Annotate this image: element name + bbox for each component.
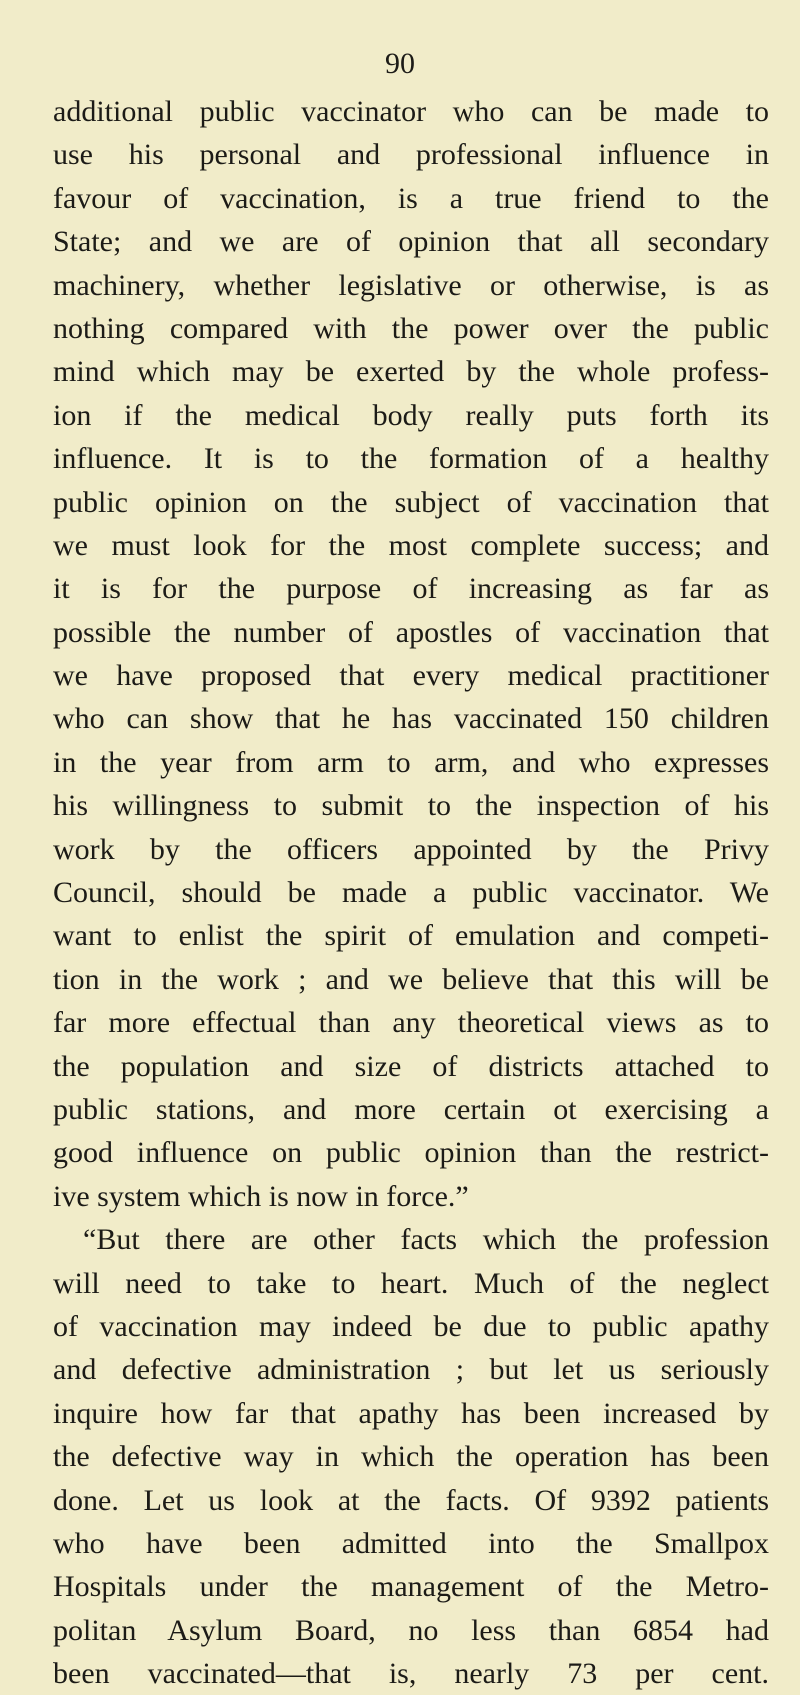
text-line-paragraph-start: “But there are other facts which the profession — [83, 1223, 769, 1257]
text-line-paragraph-end: ive system which is now in force.” — [53, 1179, 469, 1213]
text-line: State; and we are of opinion that all secondary — [53, 225, 769, 259]
text-line: want to enlist the spirit of emulation and competi- — [53, 919, 769, 953]
text-line: Council, should be made a public vaccinator. We — [53, 876, 769, 910]
text-line: work by the officers appointed by the Privy — [53, 832, 769, 866]
text-line: in the year from arm to arm, and who expresses — [53, 745, 769, 779]
text-line: far more effectual than any theoretical views as to — [53, 1006, 769, 1040]
text-line: public stations, and more certain ot exercising a — [53, 1092, 769, 1126]
text-line: nothing compared with the power over the public — [53, 311, 769, 345]
text-line: tion in the work ; and we believe that this will be — [53, 962, 769, 996]
text-line: will need to take to heart. Much of the neglect — [53, 1266, 769, 1300]
text-line: the defective way in which the operation has been — [53, 1440, 769, 1474]
text-line: use his personal and professional influence in — [53, 138, 769, 172]
body-text — [53, 90, 769, 1695]
text-line: mind which may be exerted by the whole profess- — [53, 355, 769, 389]
text-line: we must look for the most complete success; and — [53, 528, 769, 562]
text-line: ion if the medical body really puts forth its — [53, 398, 769, 432]
text-line: been vaccinated—that is, nearly 73 per cent. — [53, 1657, 769, 1691]
text-line: who have been admitted into the Smallpox — [53, 1526, 769, 1560]
text-line: influence. It is to the formation of a healthy — [53, 442, 769, 476]
text-line: and defective administration ; but let us seriously — [53, 1353, 769, 1387]
text-line: we have proposed that every medical practitioner — [53, 659, 769, 693]
text-line: his willingness to submit to the inspection of his — [53, 789, 769, 823]
text-line: Hospitals under the management of the Metro- — [53, 1570, 769, 1604]
text-line: who can show that he has vaccinated 150 children — [53, 702, 769, 736]
text-line: additional public vaccinator who can be made to — [53, 95, 769, 128]
text-line: the population and size of districts attached to — [53, 1049, 769, 1083]
text-line: public opinion on the subject of vaccination that — [53, 485, 769, 519]
text-line: inquire how far that apathy has been increased by — [53, 1396, 769, 1430]
text-line: of vaccination may indeed be due to public apathy — [53, 1309, 769, 1343]
text-line: favour of vaccination, is a true friend to the — [53, 181, 769, 215]
text-line: possible the number of apostles of vaccination that — [53, 615, 769, 649]
text-line: good influence on public opinion than the restrict- — [53, 1136, 769, 1170]
text-line: politan Asylum Board, no less than 6854 had — [53, 1613, 769, 1647]
text-line: machinery, whether legislative or otherwise, is as — [53, 268, 769, 302]
text-line: done. Let us look at the facts. Of 9392 patients — [53, 1483, 769, 1517]
page-number: 90 — [385, 47, 415, 80]
text-line: it is for the purpose of increasing as far as — [53, 572, 769, 606]
